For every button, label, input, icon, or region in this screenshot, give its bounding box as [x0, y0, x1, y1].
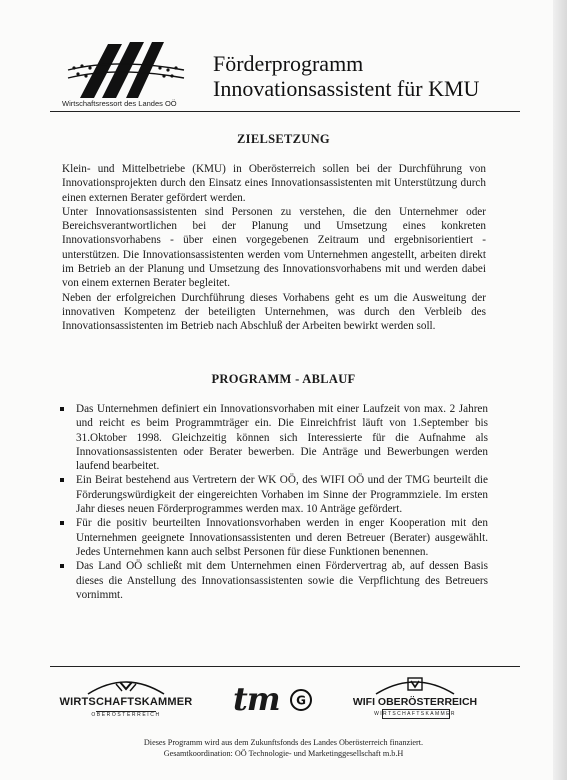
- footer-note: [0, 738, 567, 759]
- process-item-text: Das Unternehmen definiert ein Innovationsvorhaben mit einer Laufzeit von max. 2 Jahren und reicht es beim Programmträger ein. Die Einreichfrist läuft von 1.September bis 31.Oktober 1998. Gleichzeitig können sich Interessierte für die Aufnahme als Innovationsassistenten oder Berater bewerben. Die Anträge und Bewerbungen werden laufend bearbeitet.: [76, 403, 488, 473]
- bullet-icon: [60, 521, 64, 525]
- process-item-text: Das Land OÖ schließt mit dem Unternehmen einen Fördervertrag ab, auf dessen Basis dieses die Anstellung des Innovationsassistenten sowie die Verpflichtung des Betreuers vornimmt.: [76, 560, 488, 601]
- process-item: [60, 516, 488, 559]
- wk-region: OBERÖSTERREICH: [91, 712, 161, 718]
- tmg-letters: tm: [233, 680, 280, 718]
- footer-divider: [50, 666, 520, 667]
- process-item-text: Ein Beirat bestehend aus Vertretern der WK OÖ, des WIFI OÖ und der TMG beurteilt die Förderungswürdigkeit der eingereichten Vorhaben im Sinne der Programmziele. Im ersten Jahr dieses neuen Förderprogrammes werden max. 10 Anträge gefördert.: [76, 474, 488, 516]
- wifi-logo: [340, 674, 490, 724]
- section-heading-goal: ZIELSETZUNG: [237, 132, 330, 146]
- wirtschaftskammer-logo: [56, 674, 196, 724]
- bullet-icon: [60, 564, 64, 568]
- bullet-icon: [60, 478, 64, 482]
- header-divider: [50, 111, 520, 112]
- scan-edge-shadow: [553, 0, 567, 780]
- goal-paragraph: Neben der erfolgreichen Durchführung dieses Vorhabens geht es um die Ausweitung der innovativen Kompetenz der beteiligten Unternehmen, was durch den Verbleib des Innovationsassistenten im Betrieb nach Abschluß der Arbeiten bewirkt werden soll.: [62, 291, 486, 333]
- goal-paragraph: Unter Innovationsassistenten sind Personen zu verstehen, die den Unternehmer oder Bereichsverantwortlichen bei der Planung und Umsetzung eines konkreten Innovationsvorhabens - über einen vorgegebenen Zeitraum und ergebnisorientiert - unterstützen. Die Innovationsassistenten werden vom Unternehmen angestellt, arbeiten direkt im Betrieb an der Planung und Umsetzung des Innovationsvorhabens mit und werden dabei von einem externen Berater begleitet.: [62, 205, 486, 290]
- wifi-sub-label: WIRTSCHAFTSKAMMER: [374, 711, 456, 717]
- process-list: [60, 402, 488, 602]
- wifi-name: WIFI OBERÖSTERREICH: [352, 696, 478, 708]
- footer-line-1: Dieses Programm wird aus dem Zukunftsfonds des Landes Oberösterreich finanziert.: [143, 738, 424, 747]
- state-ministry-logo-icon: [60, 40, 190, 102]
- process-item: [60, 559, 488, 602]
- tmg-circle-icon: [289, 688, 313, 712]
- wk-name: WIRTSCHAFTSKAMMER: [59, 696, 193, 708]
- wk-emblem-icon: [86, 676, 166, 696]
- tmg-circle-letter: G: [296, 693, 306, 708]
- title-line-2: Innovationsassistent für KMU: [213, 76, 480, 101]
- process-item: [60, 402, 488, 473]
- tmg-logo: [233, 682, 323, 718]
- footer-line-2: Gesamtkoordination: OÖ Technologie- und Marketinggesellschaft m.b.H: [163, 748, 404, 758]
- document-title: [213, 51, 479, 101]
- section-heading-process: PROGRAMM - ABLAUF: [211, 372, 356, 386]
- ministry-name: Wirtschaftsressort des Landes OÖ: [62, 99, 177, 108]
- goal-paragraph: Klein- und Mittelbetriebe (KMU) in Oberösterreich sollen bei der Durchführung von Innovationsprojekten durch den Einsatz eines Innovationsassistenten mit Unterstützung durch einen externen Berater gefördert werden.: [62, 163, 486, 204]
- process-item-text: Für die positiv beurteilten Innovationsvorhaben werden in enger Kooperation mit den Unternehmen geeignete Innovationsassistenten und deren Betreuer (Berater) ausgewählt. Jedes Unternehmen kann auch selbst Personen für diese Funktionen benennen.: [76, 517, 488, 558]
- process-item: [60, 473, 488, 516]
- goal-text: [62, 162, 486, 334]
- bullet-icon: [60, 407, 64, 411]
- wifi-emblem-icon: [374, 674, 456, 696]
- title-line-1: Förderprogramm: [213, 51, 364, 76]
